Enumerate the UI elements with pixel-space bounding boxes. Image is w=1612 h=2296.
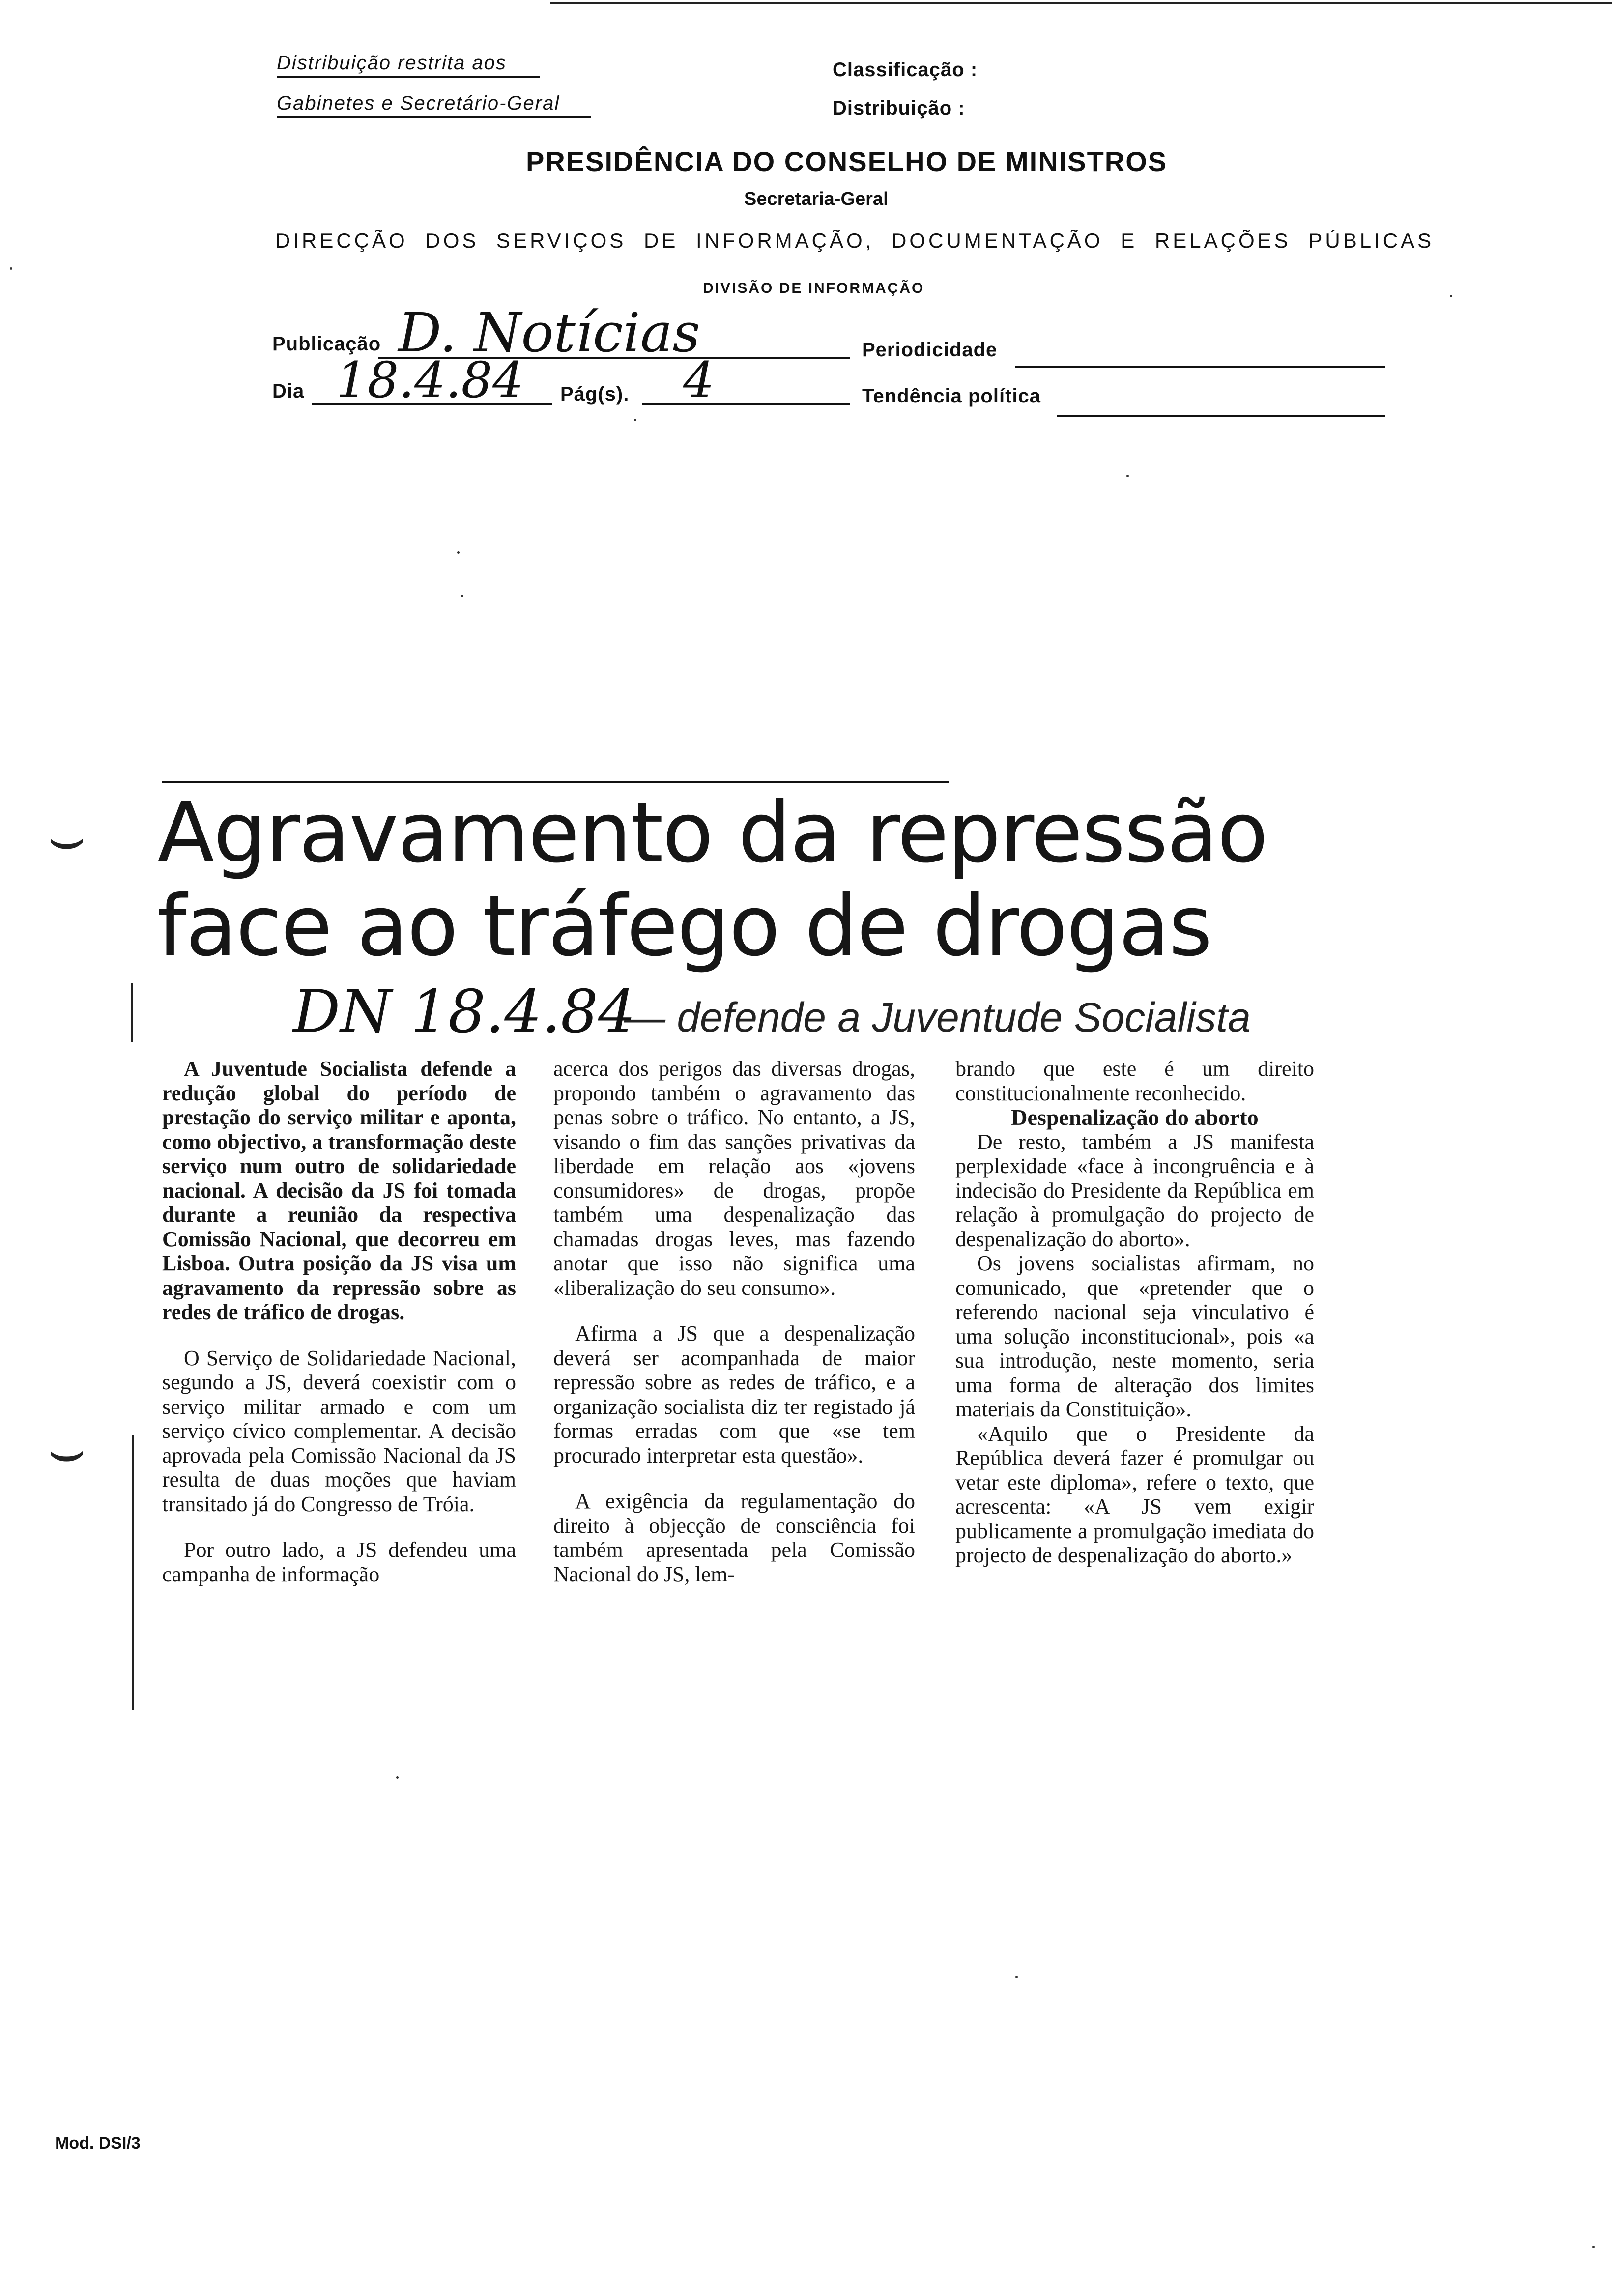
scan-speck <box>1126 475 1129 477</box>
org-subtitle: Secretaria-Geral <box>744 189 889 209</box>
article-paragraph: Afirma a JS que a despenalização deverá ser acompanhada de maior repressão sobre as redes de tráfico, e a organização socialista diz ter registado já formas erradas com que «se tem procurado interpretar esta questão». <box>553 1321 915 1467</box>
scan-speck <box>1015 1976 1018 1978</box>
distribution-label: Distribuição : <box>833 97 965 119</box>
headline-rule <box>162 781 949 783</box>
periodicity-label: Periodicidade <box>862 339 998 361</box>
article-paragraph: De resto, também a JS manifesta perplexidade «face à incongruência e à indecisão do Presidente da República em relação à promulgação do projecto de despenalização do aborto». <box>955 1129 1314 1251</box>
scan-edge-line <box>550 2 1612 4</box>
article-subhead: Despenalização do aborto <box>1011 1105 1259 1130</box>
scan-speck <box>1592 2246 1595 2248</box>
scan-speck <box>396 1776 399 1779</box>
headline-line-2: face ao tráfego de drogas <box>157 878 1211 976</box>
headline <box>157 786 1267 974</box>
headline-line-1: Agravamento da repressão <box>157 784 1267 882</box>
pages-label: Pág(s). <box>560 383 630 405</box>
publication-value: D. Notícias <box>398 301 700 364</box>
restricted-line-1: Distribuição restrita aos <box>277 52 540 78</box>
handwritten-date-note: DN 18.4.84 <box>293 978 636 1046</box>
article-paragraph: O Serviço de Solidariedade Nacional, segundo a JS, deverá coexistir com o serviço militar armado e com um serviço cívico complementar. A decisão aprovada pela Comissão Nacional da JS resulta de duas moções que haviam transitado já do Congresso de Tróia. <box>162 1346 516 1516</box>
article-lead-paragraph: A Juventude Socialista defende a redução global do período de prestação do serviço militar e aponta, como objectivo, a transformação deste serviço num outro de solidariedade nacional. A decisão da JS foi tomada durante a reunião da respectiva Comissão Nacional, que decorreu em Lisboa. Outra posição da JS visa um agravamento da repressão sobre as redes de tráfico de drogas. <box>162 1057 516 1324</box>
margin-bracket-1 <box>131 983 133 1042</box>
article-column-3 <box>955 1057 1314 1695</box>
article-paragraph: brando que este é um direito constitucionalmente reconhecido. <box>955 1057 1314 1105</box>
article-paragraph: Por outro lado, a JS defendeu uma campanha de informação <box>162 1538 516 1586</box>
margin-bracket-2 <box>132 1435 134 1710</box>
scan-speck <box>461 595 463 597</box>
classification-label: Classificação : <box>833 59 978 81</box>
publication-label: Publicação <box>272 333 381 355</box>
periodicity-field <box>1015 344 1385 368</box>
political-tendency-label: Tendência política <box>862 385 1041 407</box>
pages-field <box>642 351 850 409</box>
day-label: Dia <box>272 380 305 402</box>
restricted-distribution-note <box>277 52 591 118</box>
article-column-1 <box>162 1057 516 1695</box>
article-paragraph: A exigência da regulamentação do direito à objecção de consciência foi também apresentada pela Comissão Nacional do JS, lem- <box>553 1489 915 1586</box>
kicker: — defende a Juventude Socialista <box>624 994 1251 1040</box>
margin-check-mark-2: ⌣ <box>47 1416 86 1485</box>
scan-speck <box>1450 295 1452 297</box>
scan-speck <box>10 267 12 270</box>
division-name: DIVISÃO DE INFORMAÇÃO <box>703 280 925 296</box>
form-code: Mod. DSI/3 <box>55 2134 141 2152</box>
article-paragraph: «Aquilo que o Presidente da República deverá fazer é promulgar ou vetar este diploma», refere o texto, que acrescenta: «A JS vem exigir publicamente a promulgação imediata do projecto de despenalização do aborto.» <box>955 1421 1314 1567</box>
pages-value: 4 <box>683 351 715 409</box>
margin-check-mark-1: ⌣ <box>47 804 86 872</box>
department-name: DIRECÇÃO DOS SERVIÇOS DE INFORMAÇÃO, DOCUMENTAÇÃO E RELAÇÕES PÚBLICAS <box>275 229 1435 252</box>
article-paragraph: acerca dos perigos das diversas drogas, propondo também o agravamento das penas sobre o tráfico. No entanto, a JS, visando o fim das sanções privativas da liberdade em relação aos «jovens consumidores» de drogas, propõe também uma despenalização das chamadas drogas leves, mas fazendo anotar que isso não significa uma «liberalização do seu consumo». <box>553 1057 915 1300</box>
restricted-line-2: Gabinetes e Secretário-Geral <box>277 92 591 118</box>
org-title: PRESIDÊNCIA DO CONSELHO DE MINISTROS <box>526 146 1168 177</box>
scan-speck <box>634 419 636 421</box>
day-value: 18.4.84 <box>336 351 524 409</box>
article-column-2 <box>553 1057 915 1695</box>
scan-speck <box>457 551 460 554</box>
article-paragraph: Os jovens socialistas afirmam, no comunicado, que «pretender que o referendo nacional seja vinculativo é uma solução inconstitucional», pois «a sua introdução, neste momento, seria uma forma de alteração dos limites materiais da Constituição». <box>955 1251 1314 1421</box>
political-tendency-field <box>1057 393 1385 417</box>
day-field <box>312 351 552 409</box>
